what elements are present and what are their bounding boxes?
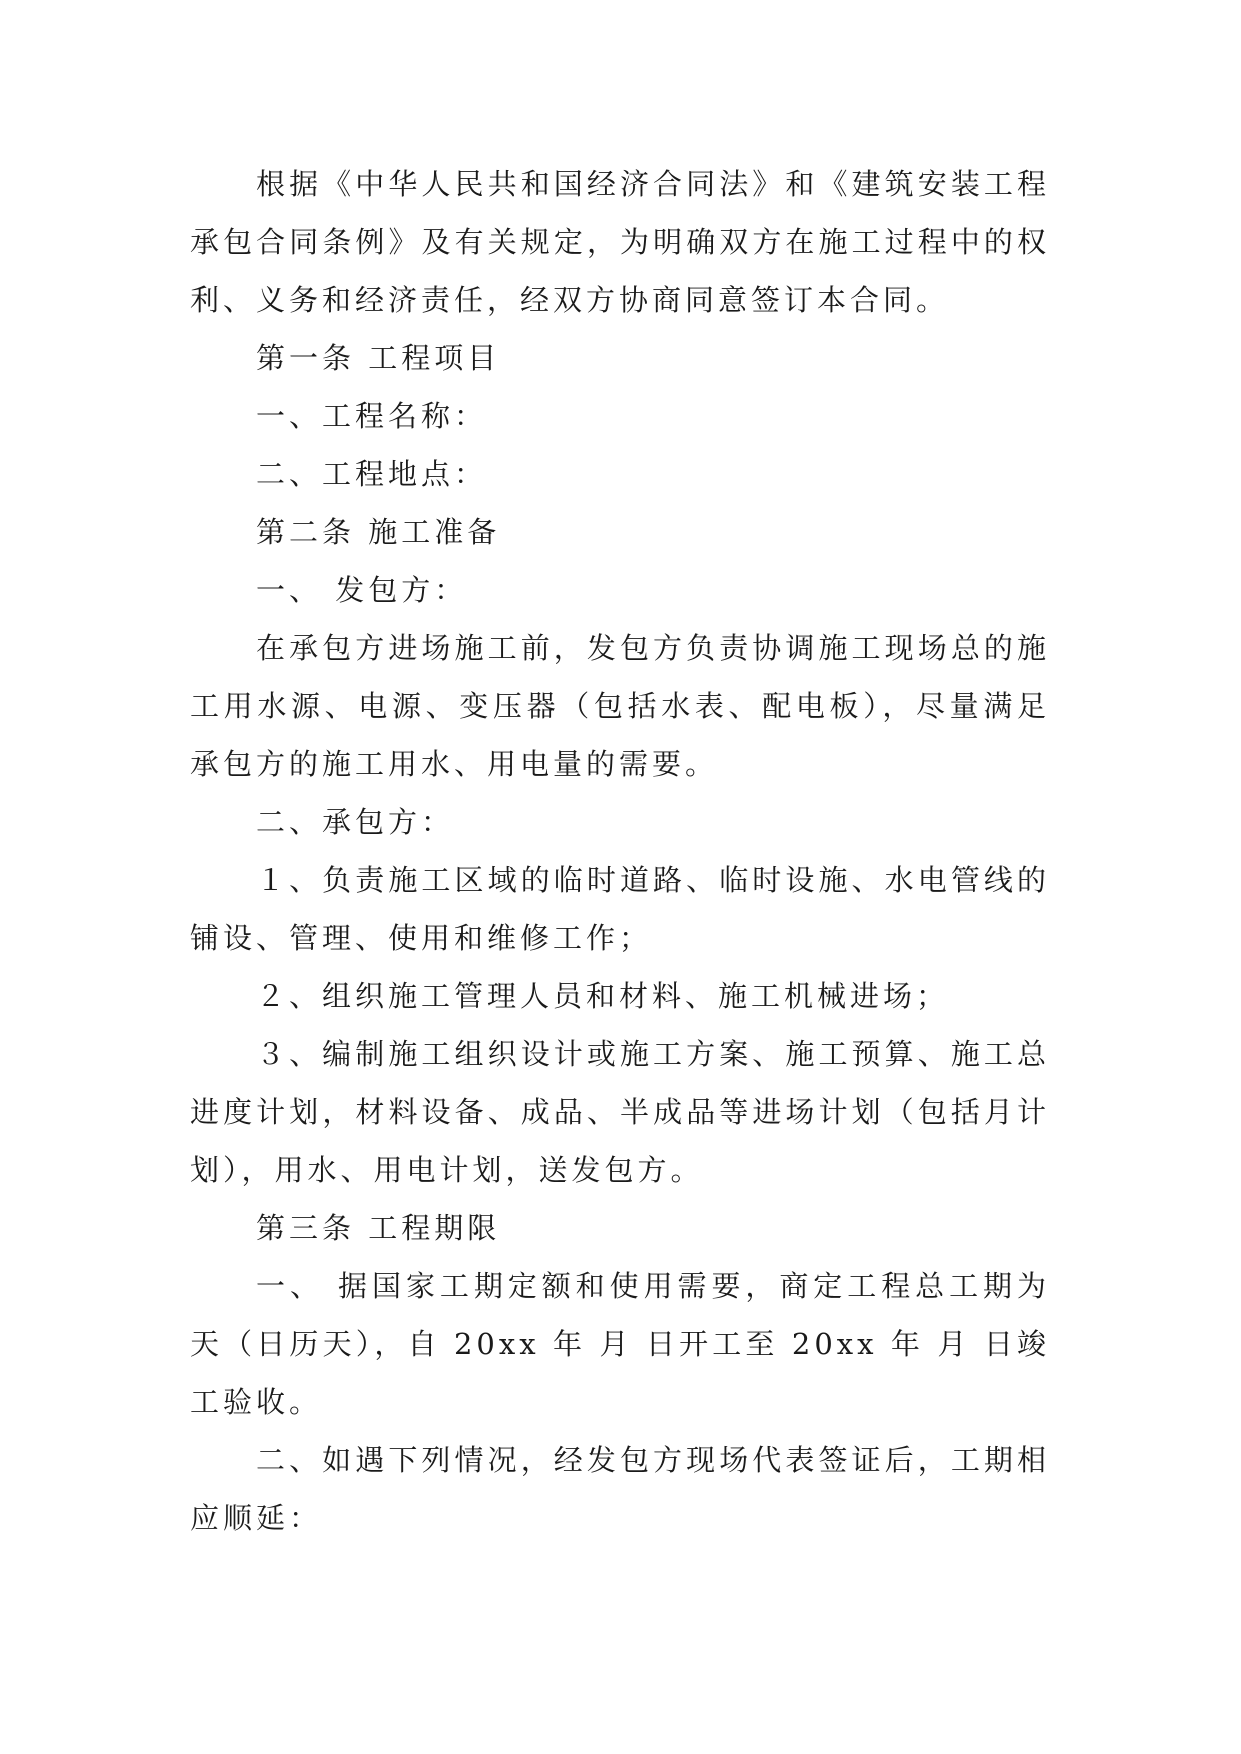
contractor-duty-1: １、负责施工区域的临时道路、临时设施、水电管线的铺设、管理、使用和维修工作； [190,863,1050,955]
schedule-paragraph-2: 二、如遇下列情况，经发包方现场代表签证后，工期相应顺延： [190,1443,1050,1535]
contractor-heading: 二、承包方： [256,805,455,839]
schedule-paragraph-1: 一、 据国家工期定额和使用需要，商定工程总工期为 天（日历天），自 20xx 年 月 日开工至 20xx 年 月 日竣工验收。 [190,1269,1064,1419]
article-1-heading: 第一条 工程项目 [256,341,501,375]
article-3-heading: 第三条 工程期限 [256,1211,501,1245]
employer-heading: 一、 发包方： [256,573,468,607]
project-name-line: 一、工程名称： [256,399,488,433]
contract-body [190,155,1064,1547]
contractor-duty-3: ３、编制施工组织设计或施工方案、施工预算、施工总进度计划，材料设备、成品、半成品等进场计划（包括月计划），用水、用电计划，送发包方。 [190,1037,1050,1187]
intro-paragraph: 根据《中华人民共和国经济合同法》和《建筑安装工程承包合同条例》及有关规定，为明确双方在施工过程中的权利、义务和经济责任，经双方协商同意签订本合同。 [190,167,1050,317]
contractor-duty-2: ２、组织施工管理人员和材料、施工机械进场； [256,979,950,1013]
article-2-heading: 第二条 施工准备 [256,515,501,549]
employer-duty-paragraph: 在承包方进场施工前，发包方负责协调施工现场总的施工用水源、电源、变压器（包括水表、配电板），尽量满足承包方的施工用水、用电量的需要。 [190,631,1050,781]
project-location-line: 二、工程地点： [256,457,488,491]
